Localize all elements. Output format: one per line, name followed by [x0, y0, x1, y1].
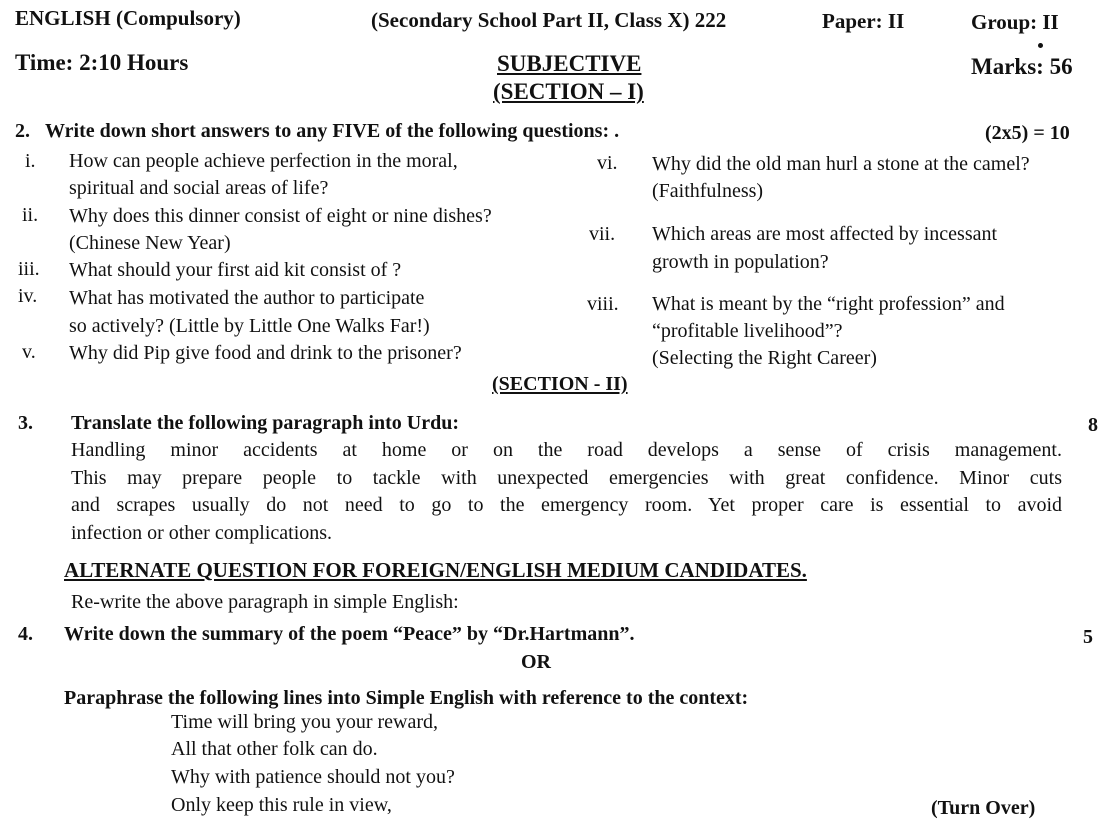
question-item: Why did the old man hurl a stone at the camel? [652, 153, 1030, 175]
section-two-heading: (SECTION - II) [492, 373, 628, 395]
turn-over-note: (Turn Over) [931, 797, 1036, 819]
alternate-question-text: Re-write the above paragraph in simple English: [71, 591, 459, 613]
question-item: spiritual and social areas of life? [69, 177, 329, 199]
question-3-number: 3. [18, 412, 33, 434]
poem-line: All that other folk can do. [171, 738, 378, 760]
question-item: Why does this dinner consist of eight or nine dishes? [69, 205, 492, 227]
section-one-heading: (SECTION – I) [493, 79, 644, 104]
subject-title: ENGLISH (Compulsory) [15, 6, 241, 30]
item-number: i. [25, 150, 36, 172]
question-item: What should your first aid kit consist of ? [69, 259, 402, 281]
question-item: so actively? (Little by Little One Walks Far!) [69, 315, 430, 337]
item-number: viii. [587, 293, 619, 315]
item-number: vii. [589, 223, 616, 245]
question-3-marks: 8 [1088, 414, 1098, 436]
item-number: vi. [597, 152, 618, 174]
question-2-instruction: Write down short answers to any FIVE of the following questions: . [45, 120, 620, 142]
question-item: (Faithfulness) [652, 180, 764, 202]
class-info: (Secondary School Part II, Class X) 222 [371, 8, 727, 32]
ink-dot [1038, 43, 1043, 48]
question-4-number: 4. [18, 623, 33, 645]
poem-line: Only keep this rule in view, [171, 794, 392, 816]
question-2-marks: (2x5) = 10 [985, 122, 1070, 144]
question-item: growth in population? [652, 251, 829, 273]
question-3-instruction: Translate the following paragraph into Urdu: [71, 412, 459, 434]
paraphrase-instruction: Paraphrase the following lines into Simple English with reference to the context: [64, 687, 749, 709]
paragraph-line: This may prepare people to tackle with unexpected emergencies with great confidence. Minor cuts [71, 466, 1062, 489]
translation-paragraph [71, 437, 1062, 547]
question-item: Why did Pip give food and drink to the prisoner? [69, 342, 462, 364]
question-2-number: 2. [15, 120, 30, 142]
poem-line: Time will bring you your reward, [171, 711, 439, 733]
item-number: iii. [18, 258, 40, 280]
item-number: iv. [18, 285, 38, 307]
question-item: “profitable livelihood”? [652, 320, 843, 342]
group-number: Group: II [971, 10, 1059, 34]
alternate-question-heading: ALTERNATE QUESTION FOR FOREIGN/ENGLISH MEDIUM CANDIDATES. [64, 558, 807, 582]
or-divider: OR [521, 651, 551, 673]
paper-number: Paper: II [822, 9, 905, 33]
question-item: (Chinese New Year) [69, 232, 231, 254]
question-item: What is meant by the “right profession” and [652, 293, 1005, 315]
item-number: ii. [22, 204, 39, 226]
total-marks: Marks: 56 [971, 54, 1073, 79]
question-4-instruction: Write down the summary of the poem “Peace” by “Dr.Hartmann”. [64, 623, 635, 645]
question-item: (Selecting the Right Career) [652, 347, 877, 369]
question-item: Which areas are most affected by incessant [652, 223, 998, 245]
question-item: What has motivated the author to participate [69, 287, 425, 309]
poem-line: Why with patience should not you? [171, 766, 455, 788]
question-item: How can people achieve perfection in the moral, [69, 150, 458, 172]
paragraph-line: and scrapes usually do not need to go to the emergency room. Yet proper care is essential to avoid [71, 494, 1062, 516]
time-allowed: Time: 2:10 Hours [15, 50, 189, 75]
page-title: SUBJECTIVE [497, 51, 642, 76]
question-4-marks: 5 [1083, 626, 1093, 648]
paragraph-line: Handling minor accidents at home or on the road develops a sense of crisis management. [71, 439, 1062, 461]
item-number: v. [22, 341, 36, 363]
paragraph-line: infection or other complications. [71, 521, 333, 544]
